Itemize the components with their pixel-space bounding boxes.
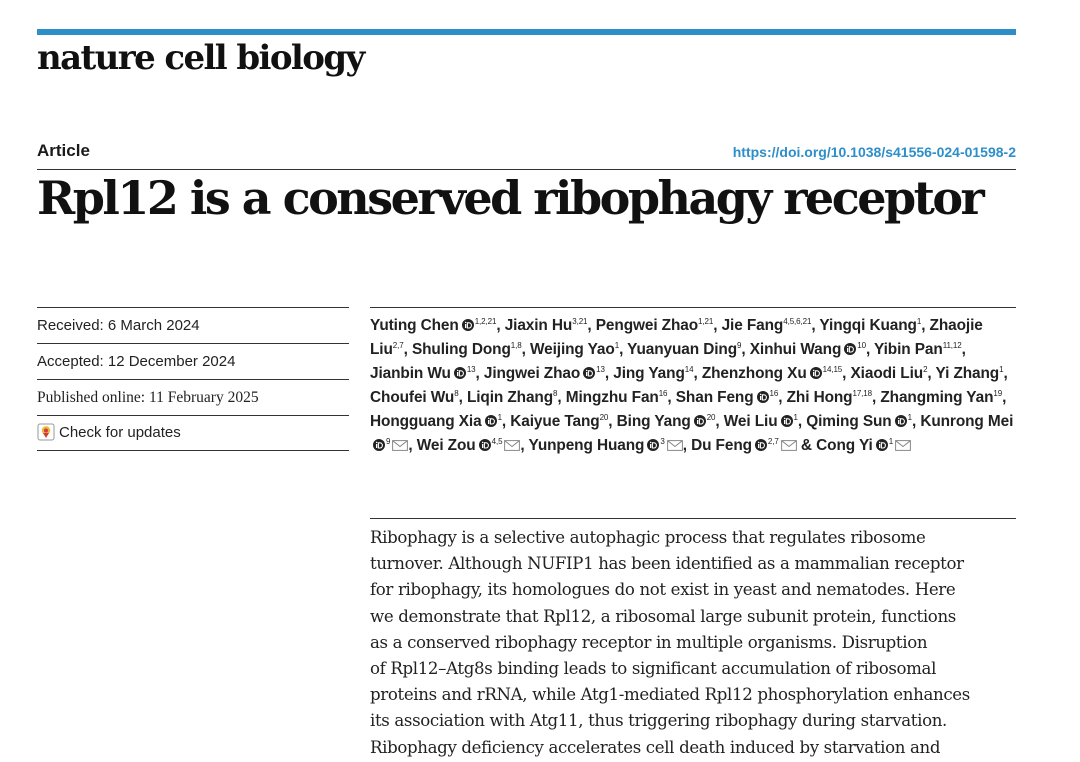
affiliation-number: 1 xyxy=(793,413,798,422)
author xyxy=(691,437,797,454)
affiliation-number: 2,7 xyxy=(767,437,779,446)
orcid-icon[interactable] xyxy=(694,415,706,427)
affiliation-number: 20 xyxy=(599,413,609,422)
author-name[interactable]: Jiaxin Hu xyxy=(504,317,573,334)
author-name[interactable]: Kaiyue Tang xyxy=(510,413,600,430)
orcid-icon[interactable] xyxy=(583,367,595,379)
author xyxy=(613,365,693,382)
authors-divider xyxy=(370,307,1016,308)
author xyxy=(627,341,741,358)
author xyxy=(816,437,911,454)
author xyxy=(750,341,866,358)
author-name[interactable]: Qiming Sun xyxy=(806,413,892,430)
affiliation-number: 3,21 xyxy=(572,317,588,326)
author-name[interactable]: Xiaodi Liu xyxy=(850,365,924,382)
published-date: Published online: 11 February 2025 xyxy=(37,379,349,415)
author-name[interactable]: Du Feng xyxy=(691,437,752,454)
author-name[interactable]: Zhi Hong xyxy=(786,389,853,406)
abstract-line: its association with Atg11, thus triggering ribophagy during starvation. xyxy=(370,711,947,731)
orcid-icon[interactable] xyxy=(454,367,466,379)
author xyxy=(787,389,872,406)
author xyxy=(617,413,716,430)
affiliation-number: 4,5,6,21 xyxy=(783,317,812,326)
author-name[interactable]: Shuling Dong xyxy=(411,341,511,358)
author xyxy=(370,389,459,406)
abstract-line: as a conserved ribophagy receptor in multiple organisms. Disruption xyxy=(370,632,928,652)
affiliation-number: 14,15 xyxy=(822,365,843,374)
author-name[interactable]: Cong Yi xyxy=(816,437,873,454)
affiliation-number: 14 xyxy=(684,365,694,374)
author xyxy=(510,413,608,430)
abstract xyxy=(370,525,1010,761)
affiliation-number: 1,2,21 xyxy=(474,317,497,326)
orcid-icon[interactable] xyxy=(479,439,491,451)
author xyxy=(851,365,928,382)
author-name[interactable]: Xinhui Wang xyxy=(749,341,842,358)
affiliation-number: 1,21 xyxy=(698,317,714,326)
author-name[interactable]: Choufei Wu xyxy=(370,389,455,406)
orcid-icon[interactable] xyxy=(462,319,474,331)
author xyxy=(880,389,1002,406)
check-for-updates-icon xyxy=(37,423,55,441)
author-name[interactable]: Jianbin Wu xyxy=(370,365,451,382)
author-name[interactable]: Zhangming Yan xyxy=(880,389,994,406)
affiliation-number: 19 xyxy=(993,389,1003,398)
affiliation-number: 10 xyxy=(857,341,866,350)
article-title: Rpl12 is a conserved ribophagy receptor xyxy=(37,171,983,225)
author xyxy=(596,317,713,334)
header-divider xyxy=(37,169,1016,170)
affiliation-number: 1 xyxy=(888,437,894,446)
author xyxy=(412,341,522,358)
doi-link[interactable]: https://doi.org/10.1038/s41556-024-01598-2 xyxy=(732,144,1016,160)
author xyxy=(417,437,521,454)
affiliation-number: 2,7 xyxy=(392,341,404,350)
author-name[interactable]: Bing Yang xyxy=(616,413,691,430)
author-name[interactable]: Yingqi Kuang xyxy=(819,317,917,334)
orcid-icon[interactable] xyxy=(781,415,793,427)
author xyxy=(722,317,812,334)
abstract-line: proteins and rRNA, while Atg1-mediated Rpl12 phosphorylation enhances xyxy=(370,685,970,705)
orcid-icon[interactable] xyxy=(647,439,659,451)
affiliation-number: 2 xyxy=(923,365,928,374)
author xyxy=(676,389,778,406)
article-type: Article xyxy=(37,141,90,160)
author-name[interactable]: Zhaojie Liu xyxy=(370,317,983,358)
author-name[interactable]: Mingzhu Fan xyxy=(565,389,659,406)
author xyxy=(370,365,476,382)
affiliation-number: 9 xyxy=(737,341,742,350)
orcid-icon[interactable] xyxy=(757,391,769,403)
author-name[interactable]: Hongguang Xia xyxy=(370,413,482,430)
journal-name: nature cell biology xyxy=(37,38,364,78)
author-name[interactable]: Wei Zou xyxy=(416,437,476,454)
affiliation-number: 1,8 xyxy=(510,341,522,350)
affiliation-number: 1 xyxy=(497,413,502,422)
abstract-line: Ribophagy deficiency accelerates cell death induced by starvation and xyxy=(370,737,941,757)
email-icon[interactable] xyxy=(781,440,797,451)
orcid-icon[interactable] xyxy=(755,439,767,451)
author-list: Yuting Chen $^{1,2,21}$, Jiaxin Hu$^{3,21}$, Pengwei Zhao$^{1,21}$, Jie Fang$^{4,5,6,21}$, Yingqi Kuang$^1$, Zhaojie Liu$^{2,7}$, Shuling Dong$^{1,8}$, Weijing Yao$^1$, Yuanyuan Ding$^9$, Xinhui Wang $^{10}$, Yibin Pan$^{11,12}$, Jianbin Wu $^{13}$, Jingwei Zhao $^{13}$, Jing Yang$^{14}$, Zhenzhong Xu $^{14,15}$, Xiaodi Liu$^2$, Yi Zhang$^1$, Choufei Wu$^8$, Liqin Zhang$^8$, Mingzhu Fan$^{16}$, Shan Feng $^{16}$, Zhi Hong$^{17,18}$, Zhangming Yan$^{19}$, Hongguang Xia $^1$, Kaiyue Tang$^{20}$, Bing Yang $^{20}$, Wei Liu $^1$, Qiming Sun $^1$, Kunrong Mei$^9$ , Wei Zou $^{4,5}$ , Yunpeng Huang $^3$ , Du Feng $^{2,7}$ & Cong Yi $^1$ xyxy=(370,317,1014,454)
author xyxy=(467,389,557,406)
author xyxy=(702,365,842,382)
author-name[interactable]: Weijing Yao xyxy=(529,341,615,358)
orcid-icon[interactable] xyxy=(876,439,888,451)
author-name[interactable]: Yi Zhang xyxy=(935,365,1000,382)
accepted-date: Accepted: 12 December 2024 xyxy=(37,343,349,379)
author xyxy=(874,341,962,358)
author xyxy=(724,413,798,430)
email-icon[interactable] xyxy=(504,440,520,451)
email-icon[interactable] xyxy=(667,440,683,451)
author xyxy=(505,317,588,334)
author xyxy=(370,317,496,334)
author xyxy=(566,389,668,406)
affiliation-number: 8 xyxy=(454,389,459,398)
affiliation-number: 1 xyxy=(614,341,620,350)
abstract-line: we demonstrate that Rpl12, a ribosomal large subunit protein, functions xyxy=(370,606,956,626)
author xyxy=(529,437,683,454)
affiliation-number: 20 xyxy=(706,413,716,422)
author xyxy=(370,413,502,430)
affiliation-number: 3 xyxy=(660,437,665,446)
email-icon[interactable] xyxy=(392,440,408,451)
affiliation-number: 9 xyxy=(386,437,391,446)
author xyxy=(530,341,619,358)
author-name[interactable]: Jingwei Zhao xyxy=(483,365,581,382)
author xyxy=(484,365,605,382)
author-name[interactable]: Jie Fang xyxy=(721,317,784,334)
affiliation-number: 17,18 xyxy=(852,389,873,398)
author-name[interactable]: Liqin Zhang xyxy=(466,389,554,406)
publication-dates xyxy=(37,307,349,451)
author xyxy=(819,317,921,334)
author xyxy=(936,365,1004,382)
author-name[interactable]: Shan Feng xyxy=(675,389,754,406)
affiliation-number: 8 xyxy=(553,389,558,398)
author-name[interactable]: Wei Liu xyxy=(723,413,778,430)
affiliation-number: 13 xyxy=(596,365,605,374)
author-name[interactable]: Zhenzhong Xu xyxy=(701,365,807,382)
orcid-icon[interactable] xyxy=(844,343,856,355)
author-name[interactable]: Yuting Chen xyxy=(370,317,459,334)
affiliation-number: 1 xyxy=(916,317,922,326)
affiliation-number: 1 xyxy=(999,365,1004,374)
affiliation-number: 13 xyxy=(466,365,476,374)
orcid-icon[interactable] xyxy=(485,415,497,427)
affiliation-number: 16 xyxy=(658,389,668,398)
author-name[interactable]: Yuanyuan Ding xyxy=(627,341,738,358)
email-icon[interactable] xyxy=(895,440,911,451)
journal-accent-bar xyxy=(37,29,1016,35)
abstract-line: Ribophagy is a selective autophagic process that regulates ribosome xyxy=(370,528,926,547)
check-for-updates-label: Check for updates xyxy=(59,424,181,441)
author-name[interactable]: Pengwei Zhao xyxy=(595,317,699,334)
abstract-line: of Rpl12–Atg8s binding leads to significant accumulation of ribosomal xyxy=(370,659,937,679)
orcid-icon[interactable] xyxy=(895,415,907,427)
affiliation-number: 11,12 xyxy=(942,341,962,350)
author-name[interactable]: Yunpeng Huang xyxy=(528,437,645,454)
author-name[interactable]: Kunrong Mei xyxy=(920,413,1014,430)
affiliation-number: 4,5 xyxy=(491,437,503,446)
orcid-icon[interactable] xyxy=(810,367,822,379)
check-for-updates-button[interactable] xyxy=(37,415,349,451)
author-name[interactable]: Jing Yang xyxy=(613,365,685,382)
abstract-divider xyxy=(370,518,1016,519)
affiliation-number: 16 xyxy=(769,389,779,398)
abstract-line: turnover. Although NUFIP1 has been identified as a mammalian receptor xyxy=(370,554,964,574)
abstract-line: for ribophagy, its homologues do not exist in yeast and nematodes. Here xyxy=(370,580,956,600)
affiliation-number: 1 xyxy=(907,413,912,422)
author xyxy=(806,413,912,430)
received-date: Received: 6 March 2024 xyxy=(37,307,349,343)
author-name[interactable]: Yibin Pan xyxy=(874,341,943,358)
orcid-icon[interactable] xyxy=(373,439,385,451)
